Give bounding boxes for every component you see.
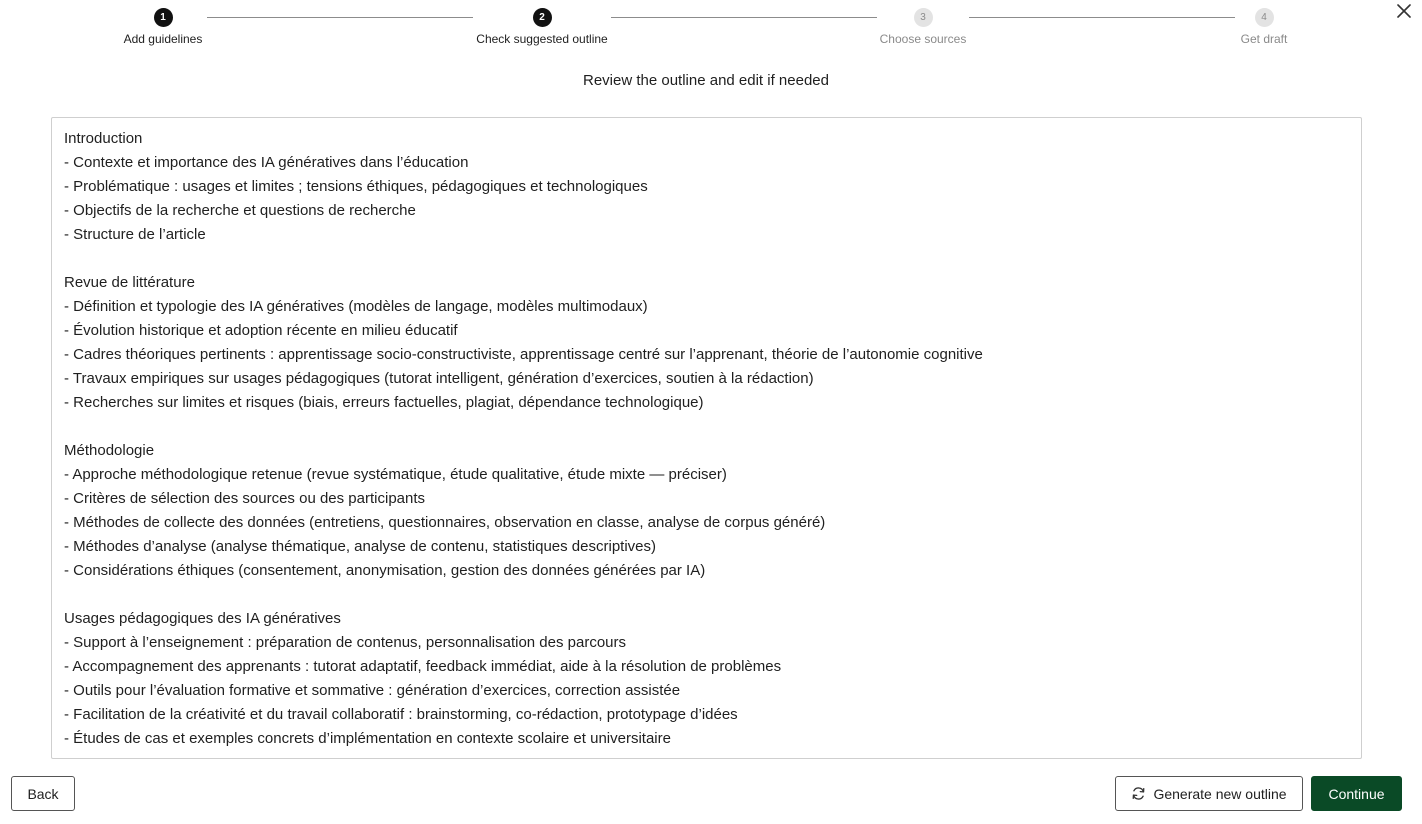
- close-icon: [1396, 3, 1412, 19]
- outline-line: - Accompagnement des apprenants : tutorat adaptatif, feedback immédiat, aide à la résolution de problèmes: [64, 658, 782, 675]
- step-connector-1-2: [207, 17, 473, 18]
- step-label: Add guidelines: [123, 32, 203, 46]
- outline-line: - Travaux empiriques sur usages pédagogiques (tutorat intelligent, génération d’exercices, soutien à la rédaction): [64, 370, 814, 387]
- step-check-suggested-outline: [462, 8, 622, 46]
- outline-line: - Recherches sur limites et risques (biais, erreurs factuelles, plagiat, dépendance technologique): [64, 394, 704, 411]
- continue-button[interactable]: Continue: [1311, 776, 1402, 811]
- outline-line: - Support à l’enseignement : préparation de contenus, personnalisation des parcours: [64, 634, 627, 651]
- progress-stepper: [0, 0, 1422, 60]
- step-number-badge: 1: [154, 8, 173, 27]
- review-instruction: Review the outline and edit if needed: [582, 72, 829, 89]
- outline-line: - Méthodes d’analyse (analyse thématique, analyse de contenu, statistiques descriptives): [64, 538, 656, 555]
- generate-new-outline-button[interactable]: [1115, 776, 1303, 811]
- outline-line: [64, 583, 1349, 607]
- outline-line: - Études de cas et exemples concrets d’implémentation en contexte scolaire et universitaire: [64, 730, 671, 747]
- outline-line: Revue de littérature: [64, 274, 195, 291]
- outline-line: [64, 247, 1349, 271]
- outline-line: Usages pédagogiques des IA génératives: [64, 610, 341, 627]
- outline-line: - Évolution historique et adoption récente en milieu éducatif: [64, 322, 458, 339]
- outline-line: Méthodologie: [64, 442, 155, 459]
- step-label: Check suggested outline: [476, 32, 608, 46]
- outline-line: - Méthodes de collecte des données (entretiens, questionnaires, observation en classe, analyse de corpus généré): [64, 514, 826, 531]
- step-label: Choose sources: [879, 32, 967, 46]
- generate-new-outline-label: Generate new outline: [1153, 785, 1287, 802]
- outline-line: - Facilitation de la créativité et du travail collaboratif : brainstorming, co-rédaction, prototypage d’idées: [64, 706, 738, 723]
- step-add-guidelines[interactable]: [83, 8, 243, 46]
- outline-line: - Approche méthodologique retenue (revue systématique, étude qualitative, étude mixte — préciser): [64, 466, 727, 483]
- outline-line: - Considérations éthiques (consentement, anonymisation, gestion des données générées par IA): [64, 562, 706, 579]
- step-connector-2-3: [611, 17, 877, 18]
- step-label: Get draft: [1240, 32, 1288, 46]
- outline-line: - Structure de l’article: [64, 226, 206, 243]
- step-number-badge: 4: [1255, 8, 1274, 27]
- close-button[interactable]: [1393, 0, 1415, 22]
- refresh-icon: [1131, 786, 1146, 801]
- outline-line: - Définition et typologie des IA génératives (modèles de langage, modèles multimodaux): [64, 298, 648, 315]
- outline-line: - Contexte et importance des IA génératives dans l’éducation: [64, 154, 469, 171]
- outline-line: - Critères de sélection des sources ou des participants: [64, 490, 426, 507]
- outline-line: - Objectifs de la recherche et questions de recherche: [64, 202, 416, 219]
- outline-line: - Outils pour l’évaluation formative et sommative : génération d’exercices, correction assistée: [64, 682, 681, 699]
- outline-line: - Problématique : usages et limites ; tensions éthiques, pédagogiques et technologiques: [64, 178, 648, 195]
- outline-editor[interactable]: [51, 117, 1362, 759]
- step-get-draft: [1184, 8, 1344, 46]
- outline-line: - Cadres théoriques pertinents : apprentissage socio-constructiviste, apprentissage centré sur l’apprenant, théorie de l’autonomie cognitive: [64, 346, 983, 363]
- outline-line: Introduction: [64, 130, 143, 147]
- step-number-badge: 2: [533, 8, 552, 27]
- back-button[interactable]: Back: [11, 776, 75, 811]
- step-choose-sources: [843, 8, 1003, 46]
- outline-line: [64, 415, 1349, 439]
- step-number-badge: 3: [914, 8, 933, 27]
